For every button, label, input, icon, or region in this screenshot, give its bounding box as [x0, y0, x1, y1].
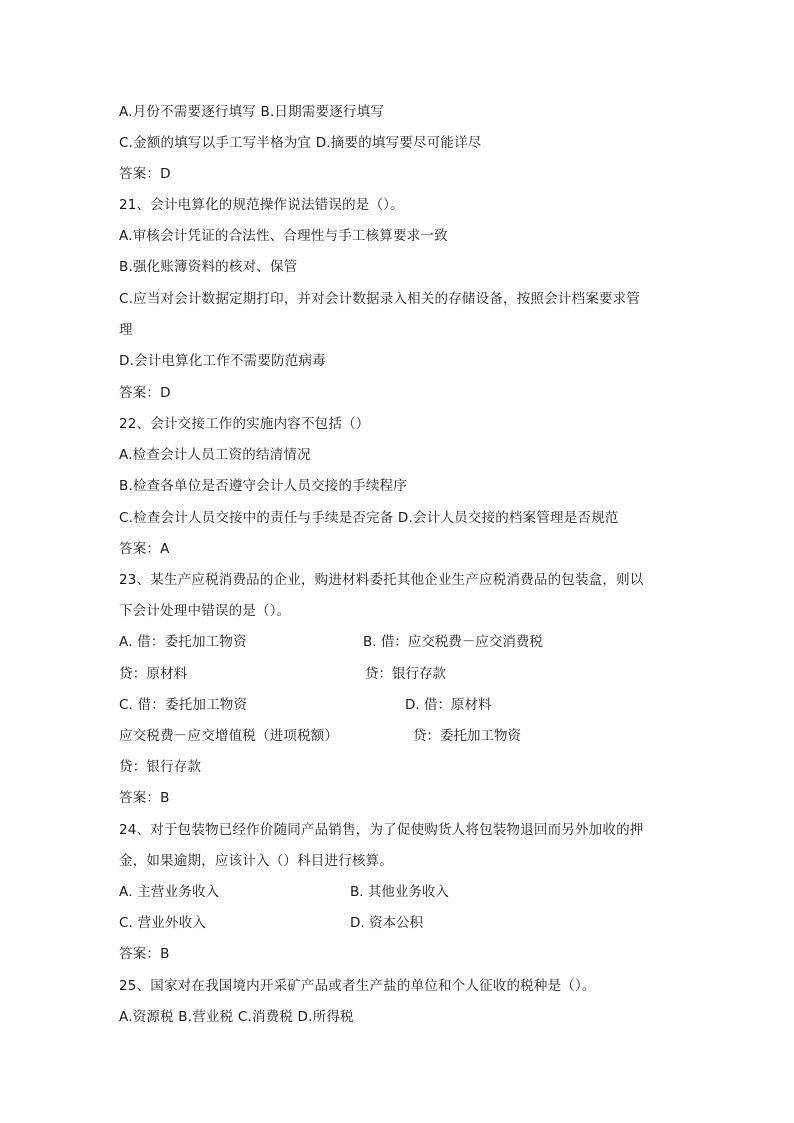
q21-option-b: B.强化账簿资料的核对、保管: [119, 259, 298, 275]
q20-options-cd: C.金额的填写以手工写半格为宜 D.摘要的填写要尽可能详尽: [119, 135, 482, 151]
q23-option-d-line2: 贷：委托加工物资: [413, 728, 521, 744]
q23-option-a-line2: 贷：原材料: [119, 666, 188, 682]
q24-option-a: A. 主营业务收入: [119, 884, 220, 900]
q21-answer: 答案：D: [119, 385, 171, 401]
q22-options-cd: C.检查会计人员交接中的责任与手续是否完备 D.会计人员交接的档案管理是否规范: [119, 510, 619, 526]
q23-question: 23、某生产应税消费品的企业，购进材料委托其他企业生产应税消费品的包装盒，则以: [119, 572, 644, 588]
q23-answer: 答案：B: [119, 790, 170, 806]
q24-option-b: B. 其他业务收入: [350, 884, 449, 900]
q24-option-c: C. 营业外收入: [119, 915, 207, 931]
q24-option-d: D. 资本公积: [350, 915, 423, 931]
q23-option-b-line2: 贷：银行存款: [365, 666, 446, 682]
q23-option-c-line1: C. 借：委托加工物资: [119, 697, 248, 713]
q22-answer: 答案：A: [119, 541, 170, 557]
q21-option-d: D.会计电算化工作不需要防范病毒: [119, 353, 326, 369]
q23-option-d-line1: D. 借：原材料: [405, 697, 492, 713]
q23-option-a-line1: A. 借：委托加工物资: [119, 634, 247, 650]
q20-options-ab: A.月份不需要逐行填写 B.日期需要逐行填写: [119, 104, 385, 120]
q21-question: 21、会计电算化的规范操作说法错误的是（）。: [119, 197, 404, 213]
q25-options: A.资源税 B.营业税 C.消费税 D.所得税: [119, 1009, 354, 1025]
q21-option-a: A.审核会计凭证的合法性、合理性与手工核算要求一致: [119, 228, 448, 244]
q24-question-cont: 金，如果逾期，应该计入（）科目进行核算。: [119, 853, 393, 869]
q25-question: 25、国家对在我国境内开采矿产品或者生产盐的单位和个人征收的税种是（）。: [119, 978, 596, 994]
q23-option-c-line2: 应交税费－应交增值税（进项税额）: [119, 728, 339, 744]
q24-question: 24、对于包装物已经作价随同产品销售，为了促使购货人将包装物退回而另外加收的押: [119, 822, 644, 838]
q23-question-cont: 下会计处理中错误的是（）。: [119, 603, 291, 619]
q23-option-c-line3: 贷：银行存款: [119, 759, 202, 775]
q22-option-a: A.检查会计人员工资的结清情况: [119, 447, 311, 463]
q21-option-c-cont: 理: [119, 322, 133, 338]
q20-answer: 答案：D: [119, 166, 171, 182]
q22-option-b: B.检查各单位是否遵守会计人员交接的手续程序: [119, 478, 407, 494]
q21-option-c: C.应当对会计数据定期打印，并对会计数据录入相关的存储设备，按照会计档案要求管: [119, 291, 641, 307]
q23-option-b-line1: B. 借：应交税费－应交消费税: [363, 634, 543, 650]
q22-question: 22、会计交接工作的实施内容不包括（）: [119, 416, 370, 432]
q24-answer: 答案：B: [119, 946, 170, 962]
